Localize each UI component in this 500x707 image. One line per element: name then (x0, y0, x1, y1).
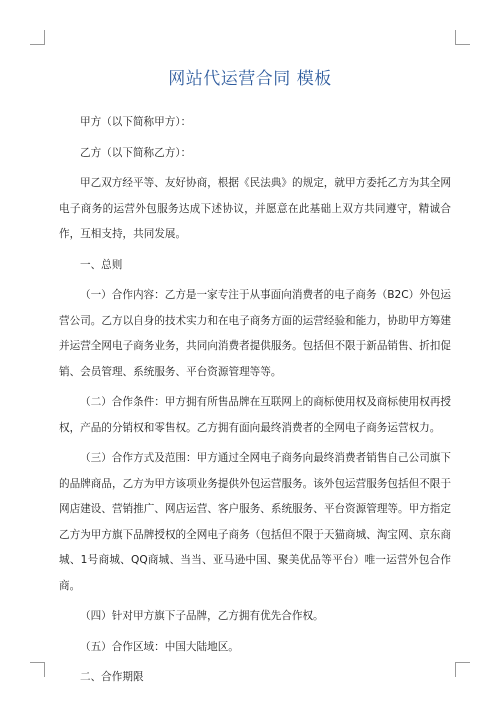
clause-cooperation-content: （一）合作内容：乙方是一家专注于从事面向消费者的电子商务（B2C）外包运营公司。乙方以自身的技术实力和在电子商务方面的运营经验和能力，协助甲方筹建并运营全网电子商务业务，共同向消费者提供服务。包括但不限于新品销售、折扣促销、会员管理、系统服务、平台资源管理等等。 (59, 289, 451, 378)
crop-mark-top-left (30, 30, 45, 45)
section-heading-term: 二、合作期限 (80, 671, 144, 683)
crop-mark-top-right (455, 30, 470, 45)
crop-mark-bottom-left (30, 662, 45, 677)
section-heading-general: 一、总则 (80, 258, 123, 271)
document-title: 网站代运营合同 模板 (168, 69, 332, 89)
document-body (59, 110, 451, 696)
crop-mark-bottom-right (455, 662, 470, 677)
party-a-line: 甲方（以下简称甲方）： (80, 116, 192, 128)
clause-cooperation-region: （五）合作区域：中国大陆地区。 (80, 640, 239, 653)
clause-cooperation-scope: （三）合作方式及范围：甲方通过全网电子商务向最终消费者销售自己公司旗下的品牌商品，乙方为甲方该项业务提供外包运营服务。该外包运营服务包括但不限于网店建设、营销推广、网店运营、客户服务、系统服务、平台资源管理等。甲方指定乙方为甲方旗下品牌授权的全网电子商务（包括但不限于天猫商城、淘宝网、京东商城、1号商城、QQ商城、当当、亚马逊中国、聚美优品等平台）唯一运营外包合作商。 (59, 452, 451, 592)
clause-sub-brand-priority: （四）针对甲方旗下子品牌，乙方拥有优先合作权。 (80, 610, 324, 622)
clause-cooperation-conditions: （二）合作条件：甲方拥有所售品牌在互联网上的商标使用权及商标使用权再授权，产品的分销权和零售权。乙方拥有面向最终消费者的全网电子商务运营权力。 (59, 396, 451, 434)
preamble-paragraph: 甲乙双方经平等、友好协商，根据《民法典》的规定，就甲方委托乙方为其全网电子商务的运营外包服务达成下述协议，并愿意在此基础上双方共同遵守，精诚合作，互相支持，共同发展。 (59, 177, 451, 240)
party-b-line: 乙方（以下简称乙方）： (80, 146, 192, 159)
